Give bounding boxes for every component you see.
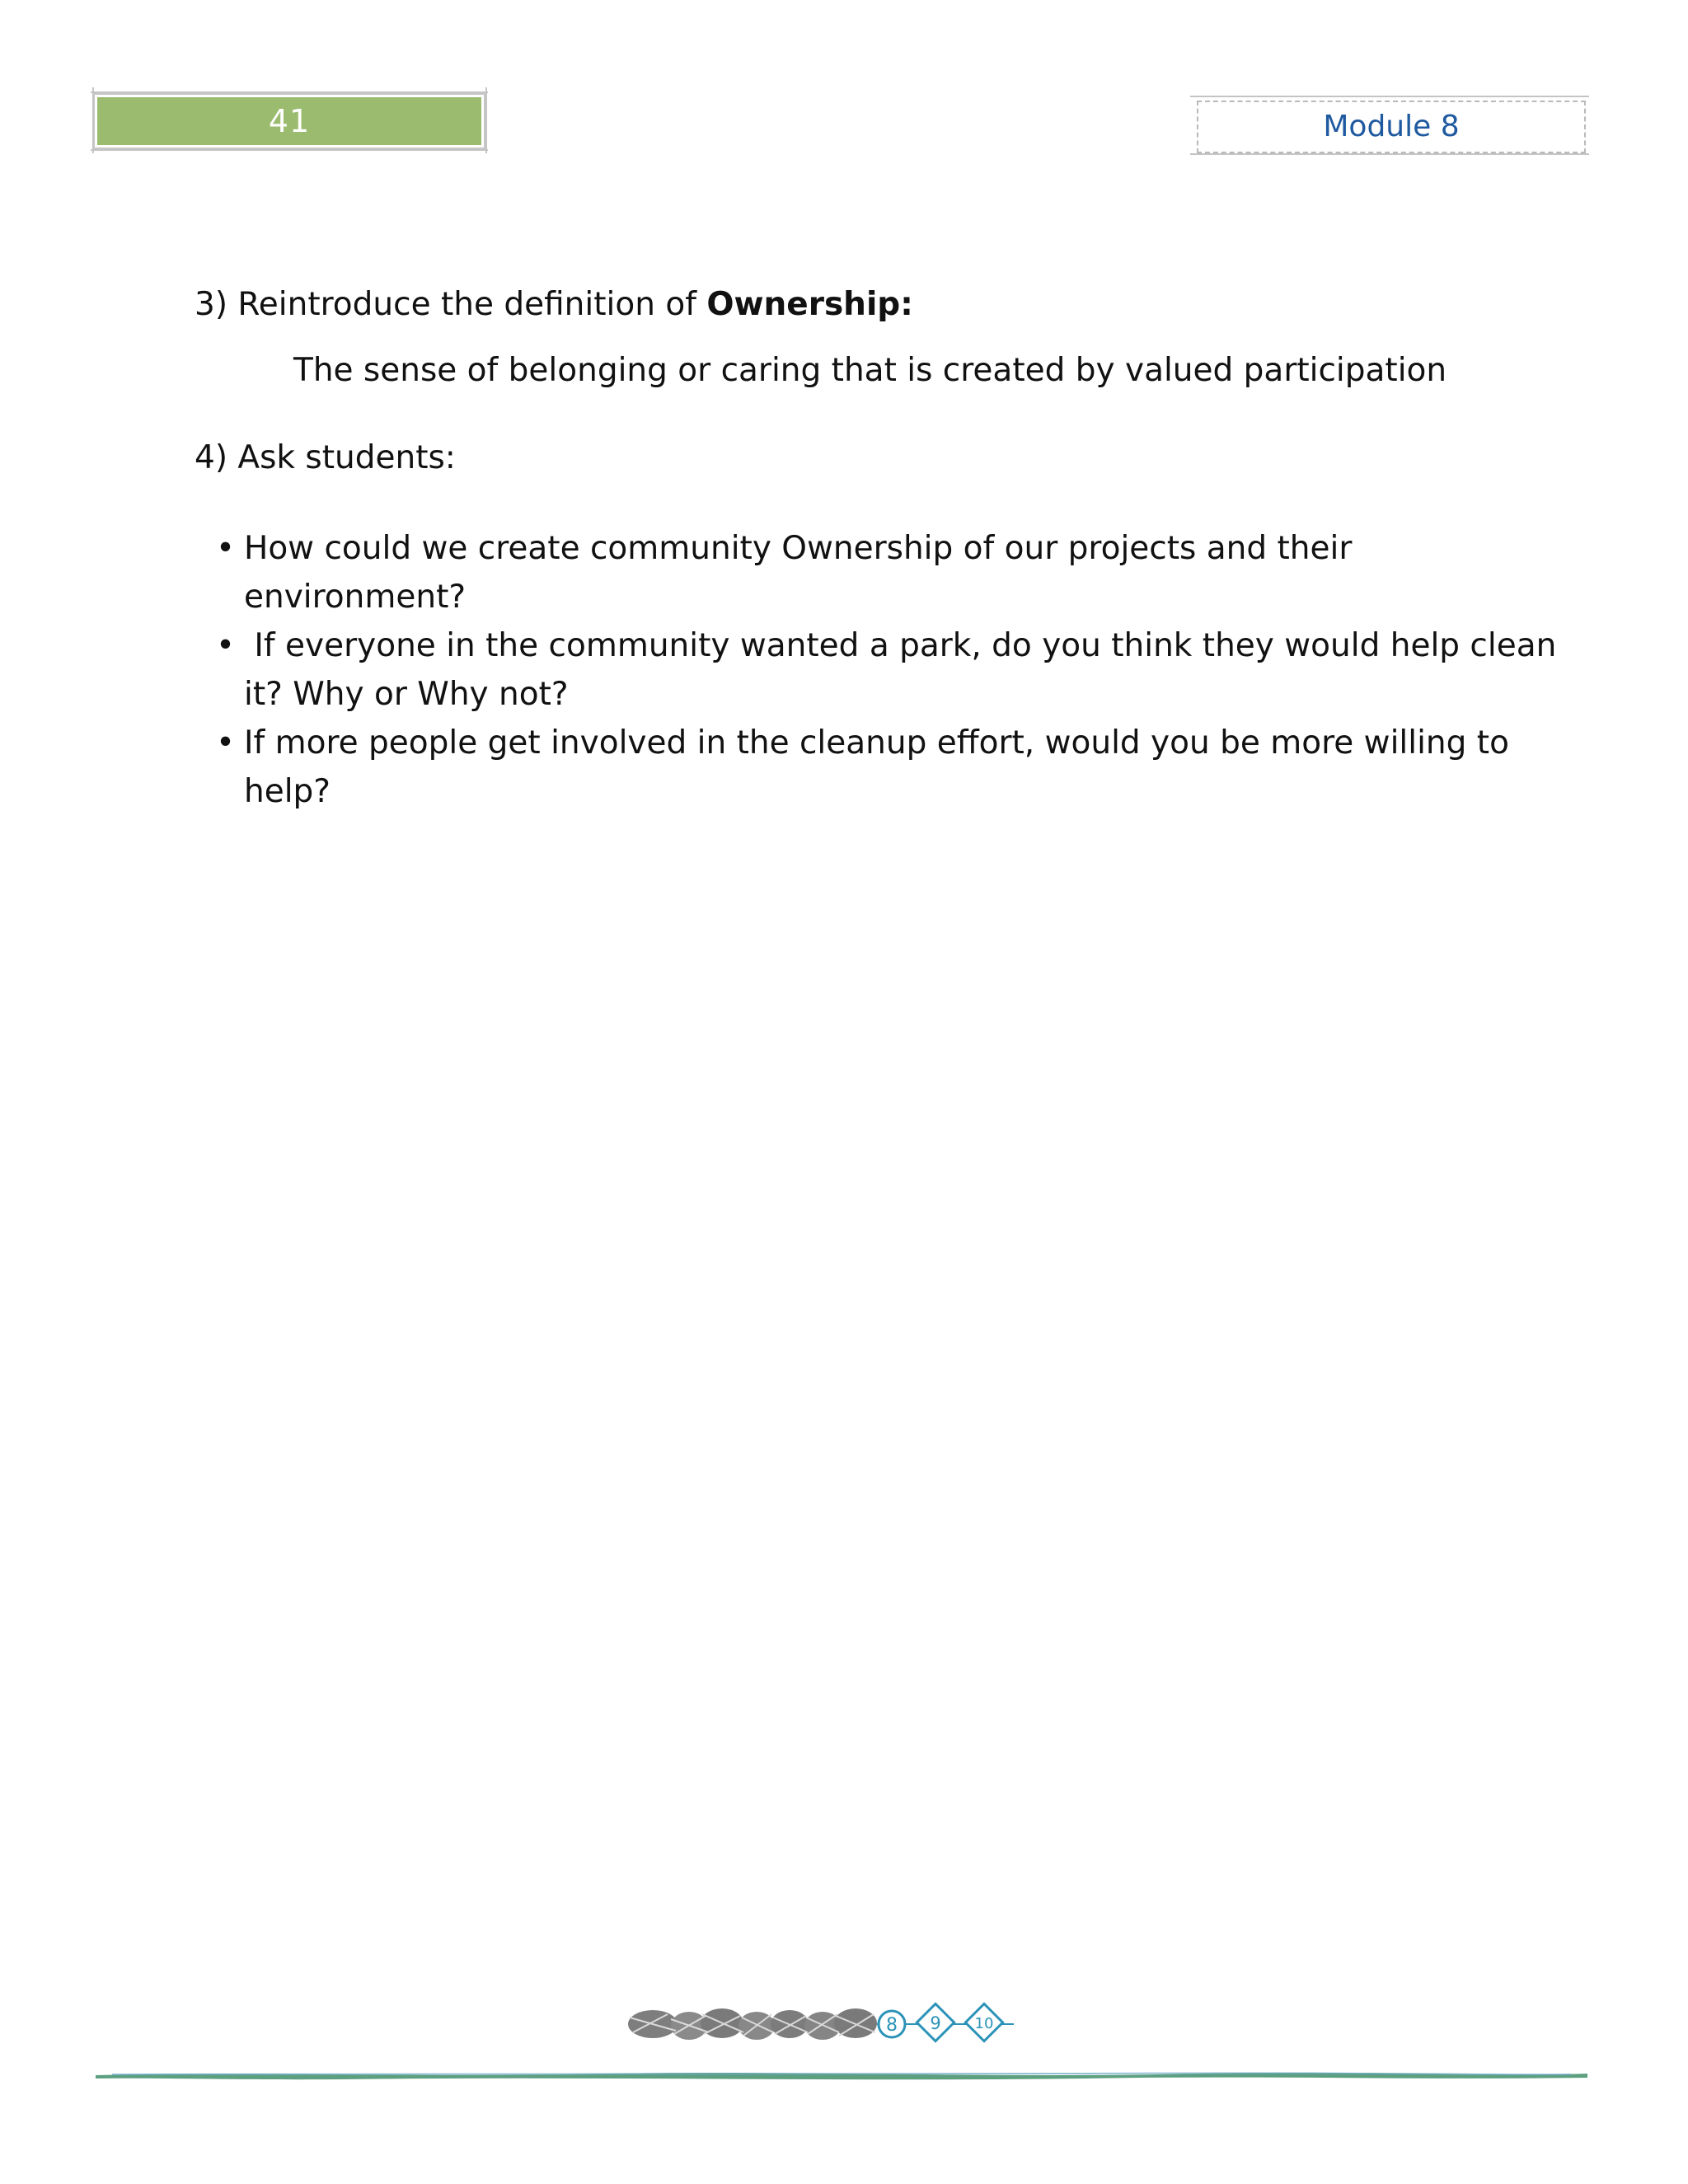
crop-mark [91,91,488,93]
list-item [216,524,1568,621]
bullet-icon: • [216,530,236,567]
footer-rule [96,2065,1587,2083]
step-3-text: 3) Reintroduce the definition of [195,286,707,323]
current-module-number: 8 [886,2015,898,2036]
crop-mark [1190,153,1589,155]
module-progress-tracker [626,1993,1039,2055]
bullet-icon: • [216,627,236,664]
module-label: Module 8 [1323,110,1460,143]
question-text: If everyone in the community wanted a park, do you think they would help clean it? Why or Why not? [244,627,1567,713]
step-3 [195,284,913,326]
question-text: How could we create community Ownership of our projects and their environment? [244,530,1353,616]
completed-module-marks [628,2008,877,2040]
list-item [216,621,1568,719]
bullet-icon: • [216,724,236,762]
ownership-term: Ownership: [706,286,913,323]
upcoming-module-number: 10 [974,2015,994,2032]
page-number: 41 [268,103,311,139]
crop-mark [91,149,488,151]
page-number-tab [97,97,481,145]
crop-mark [485,87,487,153]
step-4: 4) Ask students: [195,439,456,476]
question-text: If more people get involved in the cleanup effort, would you be more willing to help? [244,724,1509,810]
crop-mark [92,87,94,153]
ownership-definition: The sense of belonging or caring that is created by valued participation [293,352,1447,389]
list-item [216,719,1568,816]
crop-mark [1190,96,1589,97]
upcoming-module-number: 9 [930,2013,941,2033]
question-list [216,524,1568,816]
module-tab [1197,101,1586,153]
